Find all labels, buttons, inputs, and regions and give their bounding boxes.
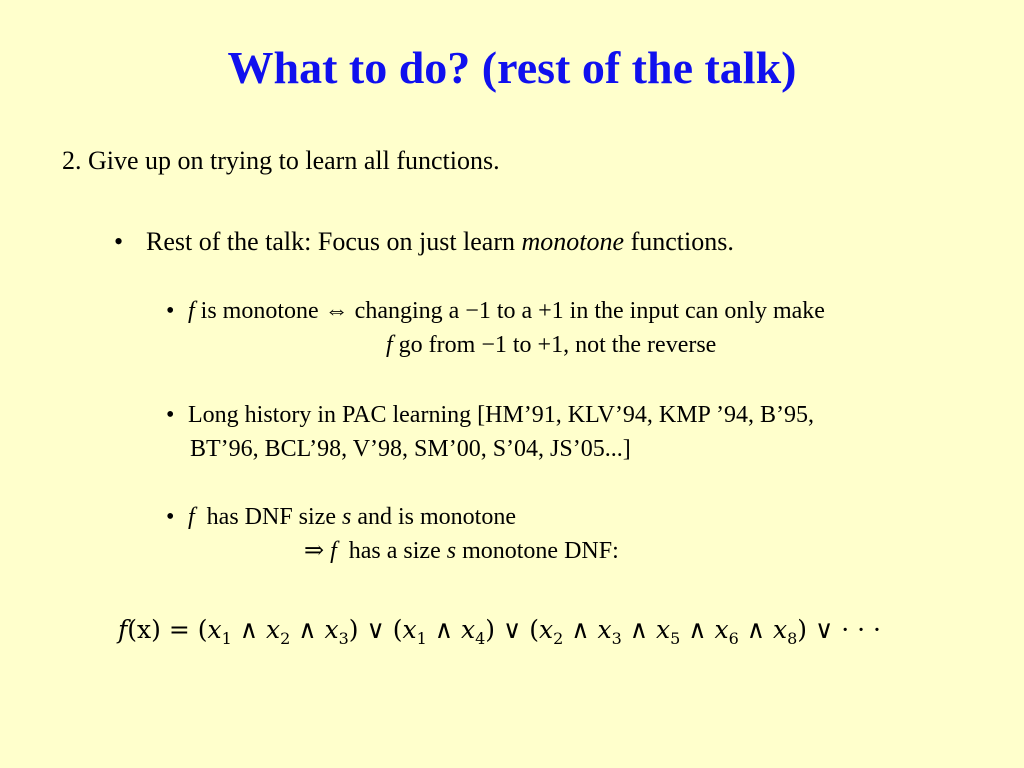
history-line-1: Long history in PAC learning [HM’91, KLV’94, KMP ’94, B’95, (188, 402, 815, 428)
sub-bullet-monotone-definition-continued (386, 328, 716, 362)
definition-line-1: is monotone ⇔ changing a −1 to a +1 in the input can only make (194, 298, 825, 324)
formula-var: x (460, 615, 476, 644)
formula-subscript: 6 (728, 629, 739, 648)
formula-subscript: 2 (280, 629, 291, 648)
formula-and: ∧ (621, 615, 656, 644)
formula-var: x (538, 615, 554, 644)
formula-var: x (207, 615, 222, 644)
slide-title: What to do? (rest of the talk) (227, 42, 797, 93)
formula-var: x (402, 615, 417, 644)
bullet-icon: • (166, 402, 175, 428)
formula-subscript: 8 (787, 629, 798, 648)
formula-subscript: 3 (611, 629, 622, 648)
dnf-text-end: and is monotone (351, 504, 516, 530)
formula-or: ) ∨ ( (348, 615, 403, 644)
bullet-icon: • (166, 504, 175, 530)
formula-and: ∧ (426, 615, 461, 644)
numbered-point-2: 2. Give up on trying to learn all functions. (62, 146, 500, 175)
formula-and: ∧ (231, 615, 266, 644)
bullet-text-before: Rest of the talk: Focus on just learn (146, 227, 522, 256)
formula-var: x (655, 615, 671, 644)
formula-subscript: 1 (416, 629, 427, 648)
formula-var: x (597, 615, 612, 644)
sub-bullet-monotone-definition (166, 294, 825, 328)
formula-and: ∧ (563, 615, 598, 644)
formula-and: ∧ (290, 615, 325, 644)
emphasis-monotone: monotone (521, 227, 625, 256)
formula-var: x (324, 615, 339, 644)
formula-subscript: 2 (553, 629, 564, 648)
size-variable: s (342, 504, 352, 530)
sub-bullet-dnf-size (166, 500, 516, 534)
function-variable: f (386, 332, 393, 358)
formula-and: ∧ (680, 615, 715, 644)
dnf-formula (118, 610, 881, 659)
function-variable: f (330, 538, 337, 564)
formula-subscript: 5 (670, 629, 681, 648)
formula-lhs: f (118, 615, 128, 644)
bullet-icon: • (166, 298, 175, 324)
implication-text-end: monotone DNF: (456, 538, 619, 564)
formula-tail: ) ∨ · · · (797, 615, 881, 644)
formula-or: ) ∨ ( (485, 615, 539, 644)
implies-symbol: ⇒ (304, 538, 331, 564)
dnf-text-mid: has DNF size (194, 504, 342, 530)
formula-subscript: 1 (221, 629, 232, 648)
definition-line-2: go from −1 to +1, not the reverse (392, 332, 717, 358)
bullet-text-after: functions. (624, 227, 734, 256)
formula-subscript: 4 (475, 629, 486, 648)
sub-bullet-history-continued: BT’96, BCL’98, V’98, SM’00, S’04, JS’05...] (190, 436, 631, 462)
implication-text-mid: has a size (336, 538, 447, 564)
formula-var: x (714, 615, 729, 644)
formula-lhs-arg: (x) = ( (127, 615, 208, 644)
formula-subscript: 3 (338, 629, 349, 648)
formula-var: x (772, 615, 788, 644)
size-variable: s (446, 538, 457, 564)
bullet-icon: • (114, 227, 124, 256)
sub-bullet-dnf-implication (304, 534, 619, 568)
formula-var: x (265, 615, 281, 644)
formula-and: ∧ (738, 615, 773, 644)
bullet-rest-of-talk (114, 226, 734, 258)
function-variable: f (188, 504, 195, 530)
sub-bullet-history (166, 398, 814, 432)
function-variable: f (188, 298, 195, 324)
